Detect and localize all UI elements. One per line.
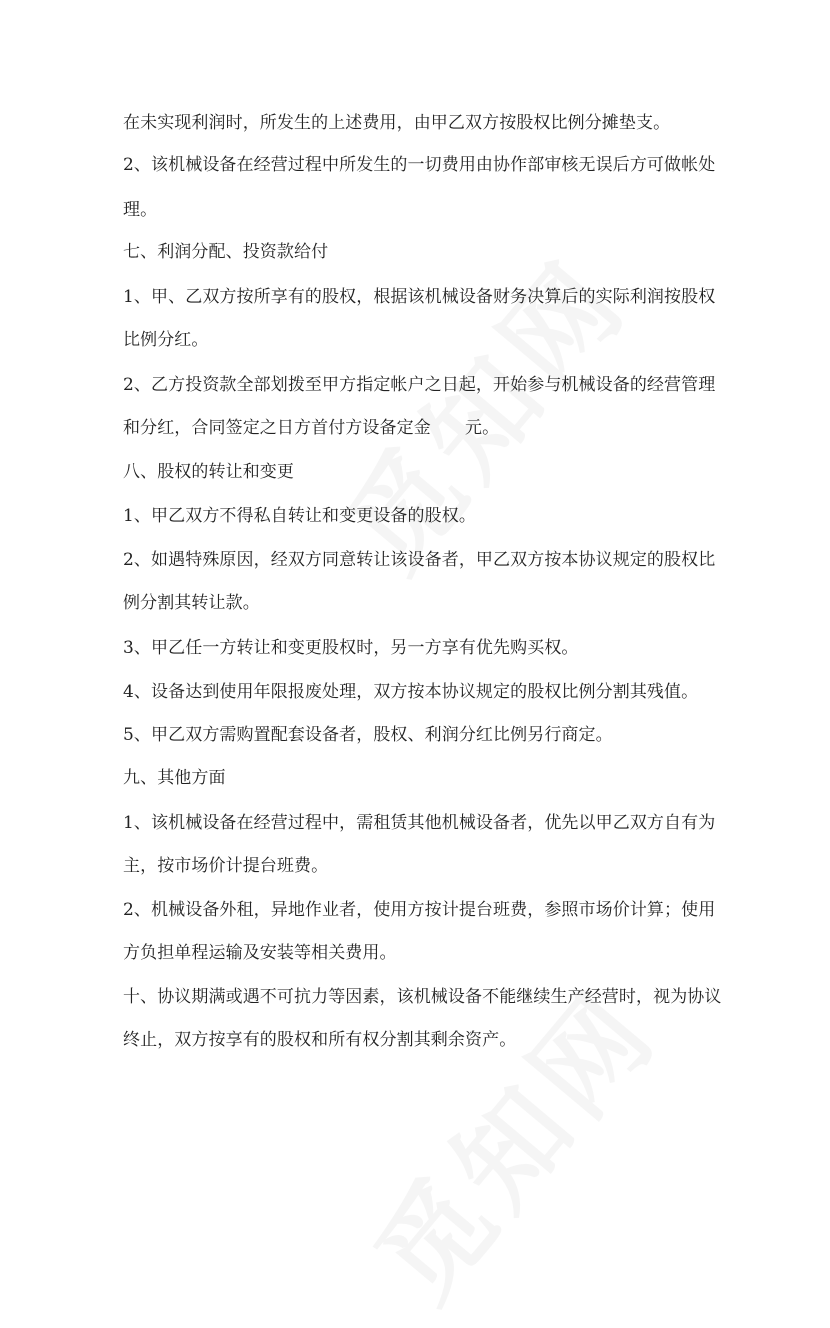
paragraph-line: 和分红，合同签定之日方首付方设备定金 元。 — [123, 418, 500, 438]
paragraph-line: 2、如遇特殊原因，经双方同意转让该设备者，甲乙双方按本协议规定的股权比 — [123, 550, 716, 570]
paragraph-line: 主，按市场价计提台班费。 — [123, 856, 329, 876]
paragraph-line: 2、该机械设备在经营过程中所发生的一切费用由协作部审核无误后方可做帐处 — [123, 155, 716, 175]
paragraph-line: 在未实现利润时，所发生的上述费用，由甲乙双方按股权比例分摊垫支。 — [123, 113, 671, 133]
paragraph-line: 2、机械设备外租，异地作业者，使用方按计提台班费，参照市场价计算；使用 — [123, 900, 716, 920]
paragraph-line: 5、甲乙双方需购置配套设备者，股权、利润分红比例另行商定。 — [123, 725, 613, 745]
paragraph-line: 方负担单程运输及安装等相关费用。 — [123, 943, 397, 963]
paragraph-line: 理。 — [123, 200, 158, 220]
paragraph-line: 十、协议期满或遇不可抗力等因素，该机械设备不能继续生产经营时，视为协议 — [123, 987, 722, 1007]
paragraph-line: 1、甲乙双方不得私自转让和变更设备的股权。 — [123, 506, 476, 526]
watermark — [304, 220, 656, 597]
paragraph-line: 3、甲乙任一方转让和变更股权时，另一方享有优先购买权。 — [123, 638, 579, 658]
paragraph-line: 终止，双方按享有的股权和所有权分割其剩余资产。 — [123, 1030, 517, 1050]
paragraph-line: 1、该机械设备在经营过程中，需租赁其他机械设备者，优先以甲乙双方自有为 — [123, 813, 716, 833]
paragraph-line: 2、乙方投资款全部划拨至甲方指定帐户之日起，开始参与机械设备的经营管理 — [123, 375, 716, 395]
paragraph-line: 例分割其转让款。 — [123, 593, 260, 613]
section-heading: 九、其他方面 — [123, 768, 226, 788]
paragraph-line: 4、设备达到使用年限报废处理，双方按本协议规定的股权比例分割其残值。 — [123, 682, 699, 702]
paragraph-line: 比例分红。 — [123, 330, 209, 350]
paragraph-line: 1、甲、乙双方按所享有的股权，根据该机械设备财务决算后的实际利润按股权 — [123, 287, 716, 307]
section-heading: 七、利润分配、投资款给付 — [123, 242, 329, 262]
section-heading: 八、股权的转让和变更 — [123, 462, 294, 482]
